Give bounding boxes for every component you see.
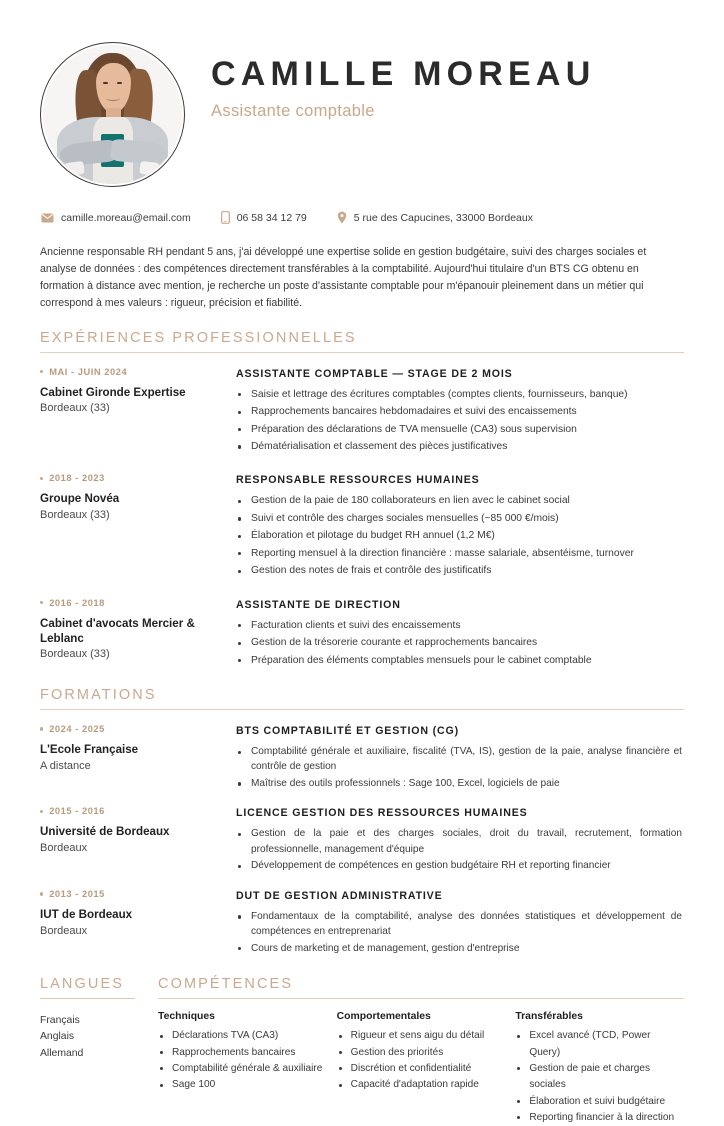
entry-bullet: Gestion de la paie et des charges sociales, droit du travail, recrutement, formation professionnelle, management d'équipe (236, 826, 684, 856)
profile-summary: Ancienne responsable RH pendant 5 ans, j'ai développé une expertise solide en gestion budgétaire, suivi des charges sociales et analyse de données : des compétences directement transférables à la comptabilité. Aujourd'hui titulaire d'un BTS CG obtenu en formation à distance avec mention, je recherche un poste d'assistante comptable pour m'épanouir pleinement dans un métier qui correspond à mes valeurs : rigueur, précision et fiabilité. (40, 246, 647, 310)
entry-bullet: Cours de marketing et de management, gestion d'entreprise (236, 941, 684, 956)
entry-bullet: Fondamentaux de la comptabilité, analyse des données statistiques et développement de compétences en entreprenariat (236, 909, 684, 939)
entry-bullet: Gestion de la paie de 180 collaborateurs en lien avec le cabinet social (236, 493, 684, 509)
competence-item: Capacité d'adaptation rapide (337, 1077, 506, 1093)
language-list (40, 1013, 158, 1061)
entry-date (40, 889, 224, 899)
entry-bullet: Comptabilité générale et auxiliaire, fiscalité (TVA, IS), gestion de la paie, analyse financière et contrôle de gestion (236, 744, 684, 774)
entry-role: ASSISTANTE COMPTABLE — STAGE DE 2 MOIS (236, 367, 513, 380)
entry-location: Bordeaux (33) (40, 509, 110, 522)
page-title: CAMILLE MOREAU (211, 55, 596, 93)
competence-groups (158, 1011, 684, 1126)
bullet-dot-icon (40, 601, 43, 604)
entry-body (236, 367, 684, 457)
competence-group-title: Comportementales (336, 1011, 431, 1023)
competence-list (337, 1028, 506, 1093)
section-divider (40, 709, 684, 710)
entry-location: Bordeaux (33) (40, 648, 110, 661)
entry-bullet: Maîtrise des outils professionnels : Sage 100, Excel, logiciels de paie (236, 776, 684, 791)
email-text: camille.moreau@email.com (61, 211, 191, 224)
section-competences (158, 976, 684, 1126)
entry-body (236, 889, 684, 957)
mobile-phone-icon (221, 211, 230, 224)
contact-phone[interactable] (221, 211, 307, 224)
entry-organisation: Groupe Novéa (40, 492, 120, 506)
entry-role: LICENCE GESTION DES RESSOURCES HUMAINES (236, 807, 528, 820)
entry-bullet: Gestion de la trésorerie courante et rapprochements bancaires (236, 635, 684, 651)
cv-entry (40, 367, 684, 457)
bottom-section (40, 976, 684, 1126)
experience-entries (40, 367, 684, 670)
competence-item: Excel avancé (TCD, Power Query) (515, 1028, 684, 1061)
entry-date (40, 367, 224, 377)
entry-location: Bordeaux (33) (40, 402, 110, 415)
section-heading-experience: EXPÉRIENCES PROFESSIONNELLES (40, 329, 357, 346)
map-pin-icon (337, 211, 347, 224)
phone-text: 06 58 34 12 79 (236, 211, 307, 224)
section-divider (158, 998, 684, 999)
language-item: Allemand (40, 1047, 84, 1059)
entry-date-text: 2018 - 2023 (49, 473, 105, 484)
entry-role: ASSISTANTE DE DIRECTION (236, 598, 401, 611)
language-item: Anglais (40, 1031, 75, 1043)
job-title: Assistante comptable (211, 101, 375, 120)
entry-date (40, 806, 224, 816)
competence-group-title: Techniques (158, 1011, 215, 1023)
entry-bullet: Élaboration et pilotage du budget RH annuel (1,2 M€) (236, 528, 684, 544)
cv-entry (40, 889, 684, 957)
section-formations (40, 687, 684, 957)
bullet-dot-icon (40, 370, 43, 373)
profile-photo-image (43, 45, 182, 184)
envelope-icon (41, 213, 54, 223)
entry-organisation: Université de Bordeaux (40, 825, 170, 839)
language-item: Français (40, 1015, 80, 1027)
entry-date-text: 2015 - 2016 (49, 806, 105, 817)
entry-body (236, 724, 684, 792)
entry-meta (40, 598, 236, 670)
section-experience (40, 330, 684, 670)
competence-item: Gestion des priorités (337, 1045, 506, 1061)
profile-photo (40, 42, 185, 187)
entry-bullet-list (236, 744, 684, 791)
entry-meta (40, 806, 236, 874)
entry-location: Bordeaux (40, 924, 88, 937)
entry-organisation: Cabinet d'avocats Mercier & Leblanc (40, 616, 195, 645)
competence-item: Rigueur et sens aigu du détail (337, 1028, 506, 1044)
cv-entry (40, 806, 684, 874)
entry-bullet-list (236, 826, 684, 873)
cv-header (40, 42, 684, 187)
competence-group (515, 1011, 684, 1126)
entry-bullet-list (236, 493, 684, 579)
entry-bullet: Préparation des éléments comptables mensuels pour le cabinet comptable (236, 653, 684, 669)
entry-meta (40, 889, 236, 957)
entry-meta (40, 724, 236, 792)
competence-item: Gestion de paie et charges sociales (515, 1061, 684, 1094)
section-divider (40, 998, 135, 999)
competence-group-title: Transférables (515, 1011, 583, 1023)
entry-role: RESPONSABLE RESSOURCES HUMAINES (236, 474, 480, 487)
entry-location: Bordeaux (40, 842, 88, 855)
entry-bullet: Développement de compétences en gestion budgétaire RH et reporting financier (236, 858, 684, 873)
header-text-block (211, 42, 684, 121)
entry-bullet: Rapprochements bancaires hebdomadaires et suivi des encaissements (236, 404, 684, 420)
entry-date-text: 2013 - 2015 (49, 888, 105, 899)
entry-location: A distance (40, 759, 91, 772)
competence-item: Déclarations TVA (CA3) (158, 1028, 327, 1044)
competence-group (158, 1011, 337, 1126)
entry-role: DUT DE GESTION ADMINISTRATIVE (236, 889, 443, 902)
entry-bullet-list (236, 909, 684, 956)
competence-item: Comptabilité générale & auxiliaire (158, 1061, 327, 1077)
entry-bullet: Saisie et lettrage des écritures comptables (comptes clients, fournisseurs, banque) (236, 387, 684, 403)
cv-entry (40, 724, 684, 792)
entry-bullet: Gestion des notes de frais et contrôle des justificatifs (236, 563, 684, 579)
cv-entry (40, 598, 684, 670)
formation-entries (40, 724, 684, 957)
entry-bullet: Facturation clients et suivi des encaissements (236, 618, 684, 634)
competence-group (337, 1011, 516, 1126)
entry-bullet: Reporting mensuel à la direction financière : masse salariale, absentéisme, turnover (236, 546, 684, 562)
competence-item: Sage 100 (158, 1077, 327, 1093)
entry-bullet: Suivi et contrôle des charges sociales mensuelles (~85 000 €/mois) (236, 511, 684, 527)
entry-bullet: Préparation des déclarations de TVA mensuelle (CA3) sous supervision (236, 422, 684, 438)
section-heading-competences: COMPÉTENCES (158, 976, 294, 993)
section-heading-formations: FORMATIONS (40, 687, 157, 704)
competence-item: Reporting financier à la direction (515, 1110, 684, 1126)
entry-date (40, 598, 224, 608)
competence-item: Élaboration et suivi budgétaire (515, 1094, 684, 1110)
competence-item: Rapprochements bancaires (158, 1045, 327, 1061)
contact-bar (40, 211, 684, 224)
competence-item: Discrétion et confidentialité (337, 1061, 506, 1077)
bullet-dot-icon (40, 892, 43, 895)
contact-address[interactable] (337, 211, 533, 224)
cv-entry (40, 473, 684, 580)
entry-body (236, 598, 684, 670)
entry-date-text: 2016 - 2018 (49, 597, 105, 608)
competence-list (515, 1028, 684, 1126)
entry-date-text: 2024 - 2025 (49, 724, 105, 735)
entry-date (40, 724, 224, 734)
section-divider (40, 352, 684, 353)
contact-email[interactable] (41, 212, 191, 224)
bullet-dot-icon (40, 810, 43, 813)
section-langues (40, 976, 158, 1126)
entry-date-text: MAI - JUIN 2024 (49, 366, 128, 377)
entry-bullet: Dématérialisation et classement des pièces justificatives (236, 439, 684, 455)
entry-bullet-list (236, 618, 684, 669)
entry-organisation: IUT de Bordeaux (40, 907, 133, 921)
entry-meta (40, 367, 236, 457)
bullet-dot-icon (40, 727, 43, 730)
entry-role: BTS COMPTABILITÉ ET GESTION (CG) (236, 725, 459, 738)
competence-list (158, 1028, 327, 1093)
bullet-dot-icon (40, 477, 43, 480)
entry-body (236, 473, 684, 580)
entry-date (40, 473, 224, 483)
entry-meta (40, 473, 236, 580)
entry-bullet-list (236, 387, 684, 455)
entry-body (236, 806, 684, 874)
entry-organisation: L'Ecole Française (40, 743, 139, 757)
address-text: 5 rue des Capucines, 33000 Bordeaux (353, 211, 533, 224)
section-heading-langues: LANGUES (40, 976, 124, 993)
entry-organisation: Cabinet Gironde Expertise (40, 385, 186, 399)
